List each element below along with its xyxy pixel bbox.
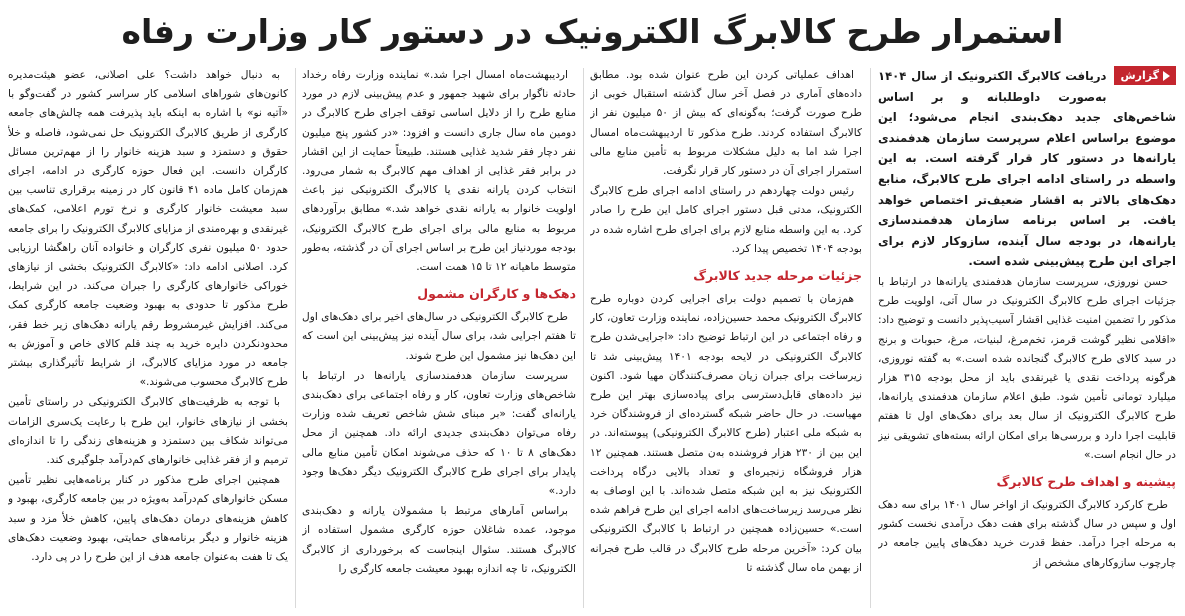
paragraph: رئیس دولت چهاردهم در راستای ادامه اجرای طرح کالابرگ الکترونیک، مدتی قبل دستور اجرای کامل این طرح را صادر کرد. به این واسطه منابع لازم برای اجرای طرح اشاره شده در بودجه ۱۴۰۴ تخصیص پیدا کرد.	[590, 185, 862, 255]
subheading: جزئیات مرحله جدید کالابرگ	[693, 268, 862, 284]
column-divider	[583, 68, 584, 608]
column-3	[302, 66, 576, 610]
report-tag	[1114, 66, 1176, 85]
lead-paragraph: دریافت کالابرگ الکترونیک از سال ۱۴۰۴ به‌صورت داوطلبانه و بر اساس شاخص‌های جدید دهک‌بندی انجام می‌شود؛ این موضوع براساس اعلام سرپرست سازمان هدفمندی یارانه‌ها در دستور کار قرار گرفته است. به این واسطه در راستای ادامه اجرای طرح کالابرگ، منابع دهک‌های بالاتر به اقشار ضعیف‌تر اختصاص خواهد یافت. بر اساس برنامه سازمان هدفمندسازی یارانه‌ها، در بودجه سال آینده، سازوکار لازم برای اجرای این طرح پیش‌بینی شده است.	[878, 69, 1176, 269]
report-tag-label: گزارش	[1120, 69, 1159, 82]
paragraph: همچنین اجرای طرح مذکور در کنار برنامه‌هایی نظیر تأمین مسکن خانوارهای کم‌درآمد به‌ویژه در بین جامعه کارگری، بهبود و کاهش هزینه‌های درمان دهک‌های پایین، کاهش خلأ مزد و سبد هزینه خانوار و دیگر برنامه‌های حمایتی، بهبود وضعیت دهک‌های یک تا هفت به‌عنوان جامعه هدف از این طرح را در پی دارد.	[8, 474, 288, 564]
paragraph: به دنبال خواهد داشت؟ علی اصلانی، عضو هیئت‌مدیره کانون‌های شوراهای اسلامی کار سراسر کشور در گفت‌وگو با «آتیه نو» با اشاره به اینکه باید پذیرفت همه چالش‌های جامعه کارگری از طریق کالابرگ الکترونیک حل نمی‌شود، فاصله و خلأ حقوق و دستمزد و سبد هزینه خانوار را از مهم‌ترین مسائل کارگران دانست. این فعال حوزه کارگری در ادامه، اجرای هم‌زمان کامل ماده ۴۱ قانون کار در زمینه برقراری تناسب بین سبد معیشت خانوار کارگری و نرخ تورم اعلامی، کمک‌های غیرنقدی و بهره‌مندی از مزایای کالابرگ الکترونیک را برای جامعه حدود ۵۰ میلیون نفری کارگران و خانواده آنان راهگشا ارزیابی کرد. اصلانی ادامه داد: «کالابرگ الکترونیک بخشی از نیازهای خوراکی خانوارهای کارگری را جبران می‌کند. در این شرایط، طرح مذکور تا حدودی به بهبود وضعیت جامعه کارگری کمک می‌کند. افزایش غیرمشروط رقم یارانه دهک‌های زیر خط فقر، محدودنکردن دایره خرید به چند قلم کالای خاص و آموزش به جامعه در مورد مزایای کالابرگ، از شرایط تأثیرگذاری بیشتر طرح کالابرگ محسوب می‌شوند.»	[8, 69, 288, 389]
paragraph: اهداف عملیاتی کردن این طرح عنوان شده بود. مطابق داده‌های آماری در فصل آخر سال گذشته استقبال خوبی از طرح صورت گرفت؛ به‌گونه‌ای که بیش از ۵۰ میلیون نفر از کالابرگ استفاده کردند. طرح مذکور تا اردیبهشت‌ماه امسال اجرا شد اما به دلیل مشکلات مربوط به تأمین منابع مالی استمرار اجرای آن در دستور کار قرار نگرفت.	[590, 69, 862, 178]
paragraph: حسن نوروزی، سرپرست سازمان هدفمندی یارانه‌ها در ارتباط با جزئیات اجرای طرح کالابرگ الکترونیک در سال آتی، اولویت طرح مذکور را تضمین امنیت غذایی اقشار آسیب‌پذیر دانست و توضیح داد: «اقلامی نظیر گوشت قرمز، تخم‌مرغ، لبنیات، مرغ، حبوبات و برنج در سبد کالای طرح کالابرگ گنجانده شده است.» به گفته نوروزی، هرگونه پرداخت نقدی یا غیرنقدی باید از محل بودجه ۳۱۵ هزار میلیارد تومانی تأمین شود. طبق اعلام سازمان هدفمندی یارانه‌ها، طرح کالابرگ الکترونیک از سال بعد برای دهک‌های اول تا هفتم قابلیت اجرا دارد و بررسی‌ها برای امکان ارائه بسته‌های تشویقی نیز در حال انجام است.»	[878, 275, 1176, 461]
triangle-icon	[1163, 71, 1170, 81]
subheading: دهک‌ها و کارگران مشمول	[417, 286, 576, 302]
subheading: پیشینه و اهداف طرح کالابرگ	[996, 473, 1176, 489]
paragraph: طرح کارکرد کالابرگ الکترونیک از اواخر سال ۱۴۰۱ برای سه دهک اول و سپس در سال گذشته برای هفت دهک درآمدی نخست کشور به مرحله اجرا درآمد. حفظ قدرت خرید دهک‌های پایین جامعه در چارچوب سازوکارهای مشخص از	[878, 498, 1176, 569]
paragraph: براساس آمارهای مرتبط با مشمولان یارانه و دهک‌بندی موجود، عمده شاغلان حوزه کارگری مشمول استفاده از کالابرگ هستند. سئوال اینجاست که برخورداری از کالابرگ الکترونیک، تا چه اندازه بهبود معیشت جامعه کارگری را	[302, 505, 576, 575]
column-divider	[870, 68, 871, 608]
column-4	[8, 66, 288, 610]
paragraph: طرح کالابرگ الکترونیکی در سال‌های اخیر برای دهک‌های اول تا هفتم اجرایی شد، برای سال آینده نیز پیش‌بینی این است که این دهک‌ها نیز مشمول این طرح شوند.	[302, 311, 576, 362]
paragraph: هم‌زمان با تصمیم دولت برای اجرایی کردن دوباره طرح کالابرگ الکترونیک محمد حسین‌زاده، نماینده وزارت تعاون، کار و رفاه اجتماعی در این ارتباط توضیح داد: «اجرایی‌شدن طرح کالابرگ الکترونیکی در لایحه بودجه ۱۴۰۱ پیش‌بینی شد تا زیرساخت برای جبران زیان مصرف‌کنندگان مهیا شود. اکنون نیز داده‌های قابل‌دسترسی برای پیاده‌سازی بهتر این طرح مهیاست. در حال حاضر شبکه گسترده‌ای از فروشندگان خرد به شبکه ملی اعتبار (طرح کالابرگ الکترونیکی) پیوسته‌اند. در این بین از ۲۳۰ هزار فروشنده به‌ن متصل هستند. همچنین ۱۲ هزار فروشگاه زنجیره‌ای و تعداد بالایی درگاه پرداخت الکترونیک نیز به این شبکه متصل شده‌اند. با این اوصاف به نظر می‌رسد زیرساخت‌های ادامه اجرای این طرح فراهم شده است.» حسین‌زاده همچنین در ارتباط با کالابرگ الکترونیکی بیان کرد: «آخرین مرحله طرح کالابرگ در قالب طرح فجرانه از بهمن ماه سال گذشته تا	[590, 293, 862, 574]
paragraph: سرپرست سازمان هدفمندسازی یارانه‌ها در ارتباط با شاخص‌های وزارت تعاون، کار و رفاه اجتماعی برای دهک‌بندی یارانه‌ای گفت: «بر مبنای شش شاخص تعریف شده وزارت رفاه می‌توان دهک‌بندی جدیدی ارائه داد. همچنین از محل دهک‌های ۸ تا ۱۰ که حذف می‌شوند امکان تأمین منابع مالی پایدار برای اجرای طرح کالابرگ الکترونیک دیگر دهک‌ها وجود دارد.»	[302, 369, 576, 498]
column-divider	[295, 68, 296, 608]
paragraph: با توجه به ظرفیت‌های کالابرگ الکترونیکی در راستای تأمین بخشی از نیازهای خانوار، این طرح با رعایت یک‌سری الزامات می‌تواند شکاف بین دستمزد و هزینه‌های زندگی را تا اندازه‌ای ترمیم و از فقر غذایی خانوارهای کم‌درآمد جلوگیری کند.	[8, 396, 288, 467]
paragraph: اردیبهشت‌ماه امسال اجرا شد.» نماینده وزارت رفاه رخداد حادثه ناگوار برای شهید جمهور و عدم پیش‌بینی لازم در مورد منابع طرح را از دلایل اساسی توقف اجرای طرح کالابرگ در دومین ماه سال جاری دانست و افزود: «در کشور پنج میلیون نفر دچار فقر شدید غذایی هستند. طبیعتاً حمایت از این اقشار در برابر فقر غذایی از اهداف مهم کالابرگ به شمار می‌رود. انتخاب کردن یارانه نقدی یا کالابرگ الکترونیکی نیز باعث اولویت خانوار به یارانه نقدی خواهد شد.» مطابق برآوردهای مربوط به منابع مالی برای اجرای طرح کالابرگ الکترونیک، بودجه موردنیاز این طرح بر اساس اجرای آن در گذشته، به‌طور متوسط ماهیانه ۱۲ تا ۱۵ همت است.	[302, 69, 576, 274]
column-2	[590, 66, 862, 610]
column-1	[878, 66, 1176, 610]
headline: استمرار طرح کالابرگ الکترونیک در دستور کار وزارت رفاه	[121, 11, 1064, 51]
